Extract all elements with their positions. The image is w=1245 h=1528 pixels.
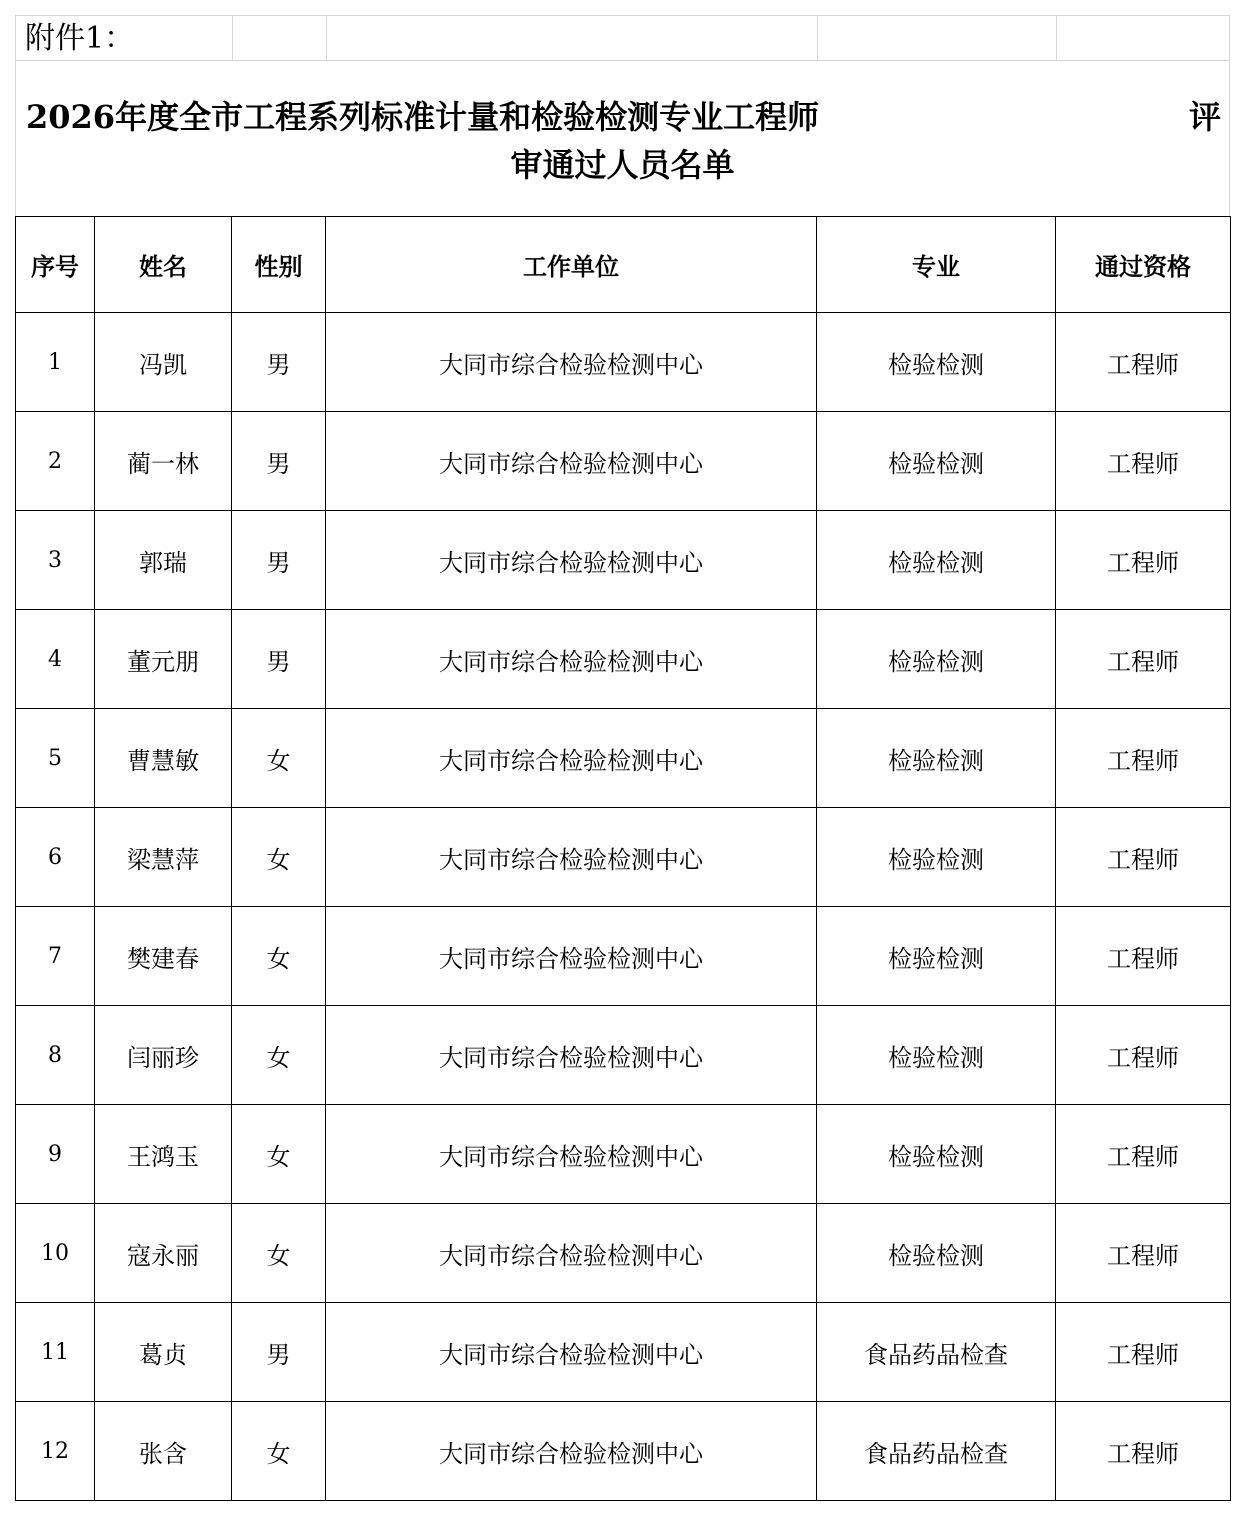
cell-specialty: 检验检测 (817, 709, 1056, 808)
header-specialty: 专业 (817, 217, 1056, 313)
cell-index: 11 (16, 1303, 95, 1402)
cell-workplace: 大同市综合检验检测中心 (326, 808, 817, 907)
cell-workplace: 大同市综合检验检测中心 (326, 1006, 817, 1105)
cell-qualification: 工程师 (1056, 412, 1231, 511)
cell-specialty: 检验检测 (817, 610, 1056, 709)
cell-qualification: 工程师 (1056, 1204, 1231, 1303)
cell-index: 3 (16, 511, 95, 610)
cell-workplace: 大同市综合检验检测中心 (326, 907, 817, 1006)
cell-index: 7 (16, 907, 95, 1006)
cell-index: 10 (16, 1204, 95, 1303)
cell-specialty: 检验检测 (817, 511, 1056, 610)
header-area (15, 15, 1230, 216)
cell-index: 8 (16, 1006, 95, 1105)
table-row (16, 808, 1231, 907)
cell-workplace: 大同市综合检验检测中心 (326, 511, 817, 610)
cell-gender: 女 (232, 907, 326, 1006)
cell-qualification: 工程师 (1056, 313, 1231, 412)
table-row (16, 412, 1231, 511)
cell-workplace: 大同市综合检验检测中心 (326, 412, 817, 511)
cell-name: 王鸿玉 (95, 1105, 232, 1204)
cell-specialty: 检验检测 (817, 1105, 1056, 1204)
cell-qualification: 工程师 (1056, 808, 1231, 907)
table-body (16, 313, 1231, 1501)
table-row (16, 313, 1231, 412)
cell-name: 冯凯 (95, 313, 232, 412)
table-row (16, 1204, 1231, 1303)
cell-gender: 女 (232, 808, 326, 907)
cell-workplace: 大同市综合检验检测中心 (326, 1105, 817, 1204)
cell-name: 樊建春 (95, 907, 232, 1006)
cell-specialty: 检验检测 (817, 1006, 1056, 1105)
document-title-line1 (26, 96, 1221, 138)
cell-name: 董元朋 (95, 610, 232, 709)
cell-gender: 女 (232, 1006, 326, 1105)
roster-table (15, 216, 1231, 1501)
table-row (16, 709, 1231, 808)
cell-name: 张含 (95, 1402, 232, 1501)
title-tail-text: 评 (1188, 98, 1221, 136)
cell-gender: 女 (232, 1402, 326, 1501)
cell-name: 闫丽珍 (95, 1006, 232, 1105)
cell-workplace: 大同市综合检验检测中心 (326, 313, 817, 412)
cell-index: 2 (16, 412, 95, 511)
gridline (326, 16, 327, 61)
cell-index: 5 (16, 709, 95, 808)
cell-qualification: 工程师 (1056, 709, 1231, 808)
cell-gender: 男 (232, 1303, 326, 1402)
cell-index: 9 (16, 1105, 95, 1204)
cell-index: 12 (16, 1402, 95, 1501)
cell-workplace: 大同市综合检验检测中心 (326, 1204, 817, 1303)
table-row (16, 1006, 1231, 1105)
gridline (817, 16, 818, 61)
cell-specialty: 检验检测 (817, 907, 1056, 1006)
title-main-text: 2026年度全市工程系列标准计量和检验检测专业工程师 (26, 98, 820, 136)
header-name: 姓名 (95, 217, 232, 313)
table-header-row (16, 217, 1231, 313)
document-title-line2: 审通过人员名单 (510, 146, 735, 184)
cell-qualification: 工程师 (1056, 907, 1231, 1006)
cell-workplace: 大同市综合检验检测中心 (326, 1402, 817, 1501)
gridline (232, 16, 233, 61)
header-qualification: 通过资格 (1056, 217, 1231, 313)
header-workplace: 工作单位 (326, 217, 817, 313)
cell-qualification: 工程师 (1056, 511, 1231, 610)
table-row (16, 1402, 1231, 1501)
header-gender: 性别 (232, 217, 326, 313)
cell-qualification: 工程师 (1056, 610, 1231, 709)
cell-gender: 男 (232, 610, 326, 709)
cell-specialty: 食品药品检查 (817, 1303, 1056, 1402)
cell-name: 蔺一林 (95, 412, 232, 511)
cell-gender: 男 (232, 313, 326, 412)
table-row (16, 1303, 1231, 1402)
cell-index: 1 (16, 313, 95, 412)
cell-specialty: 检验检测 (817, 412, 1056, 511)
spreadsheet-page (15, 15, 1230, 1501)
cell-qualification: 工程师 (1056, 1105, 1231, 1204)
gridline (1056, 16, 1057, 61)
cell-gender: 女 (232, 1105, 326, 1204)
cell-gender: 男 (232, 412, 326, 511)
cell-name: 寇永丽 (95, 1204, 232, 1303)
cell-workplace: 大同市综合检验检测中心 (326, 610, 817, 709)
cell-index: 6 (16, 808, 95, 907)
cell-specialty: 检验检测 (817, 313, 1056, 412)
header-index: 序号 (16, 217, 95, 313)
cell-qualification: 工程师 (1056, 1303, 1231, 1402)
cell-name: 梁慧萍 (95, 808, 232, 907)
table-row (16, 907, 1231, 1006)
attachment-label: 附件1： (25, 21, 135, 56)
cell-gender: 女 (232, 709, 326, 808)
cell-index: 4 (16, 610, 95, 709)
cell-workplace: 大同市综合检验检测中心 (326, 1303, 817, 1402)
table-row (16, 1105, 1231, 1204)
cell-workplace: 大同市综合检验检测中心 (326, 709, 817, 808)
table-row (16, 610, 1231, 709)
cell-name: 曹慧敏 (95, 709, 232, 808)
table-row (16, 511, 1231, 610)
cell-name: 郭瑞 (95, 511, 232, 610)
cell-gender: 女 (232, 1204, 326, 1303)
cell-specialty: 食品药品检查 (817, 1402, 1056, 1501)
cell-specialty: 检验检测 (817, 808, 1056, 907)
cell-specialty: 检验检测 (817, 1204, 1056, 1303)
cell-name: 葛贞 (95, 1303, 232, 1402)
cell-qualification: 工程师 (1056, 1402, 1231, 1501)
attachment-row (16, 16, 1229, 61)
cell-qualification: 工程师 (1056, 1006, 1231, 1105)
cell-gender: 男 (232, 511, 326, 610)
